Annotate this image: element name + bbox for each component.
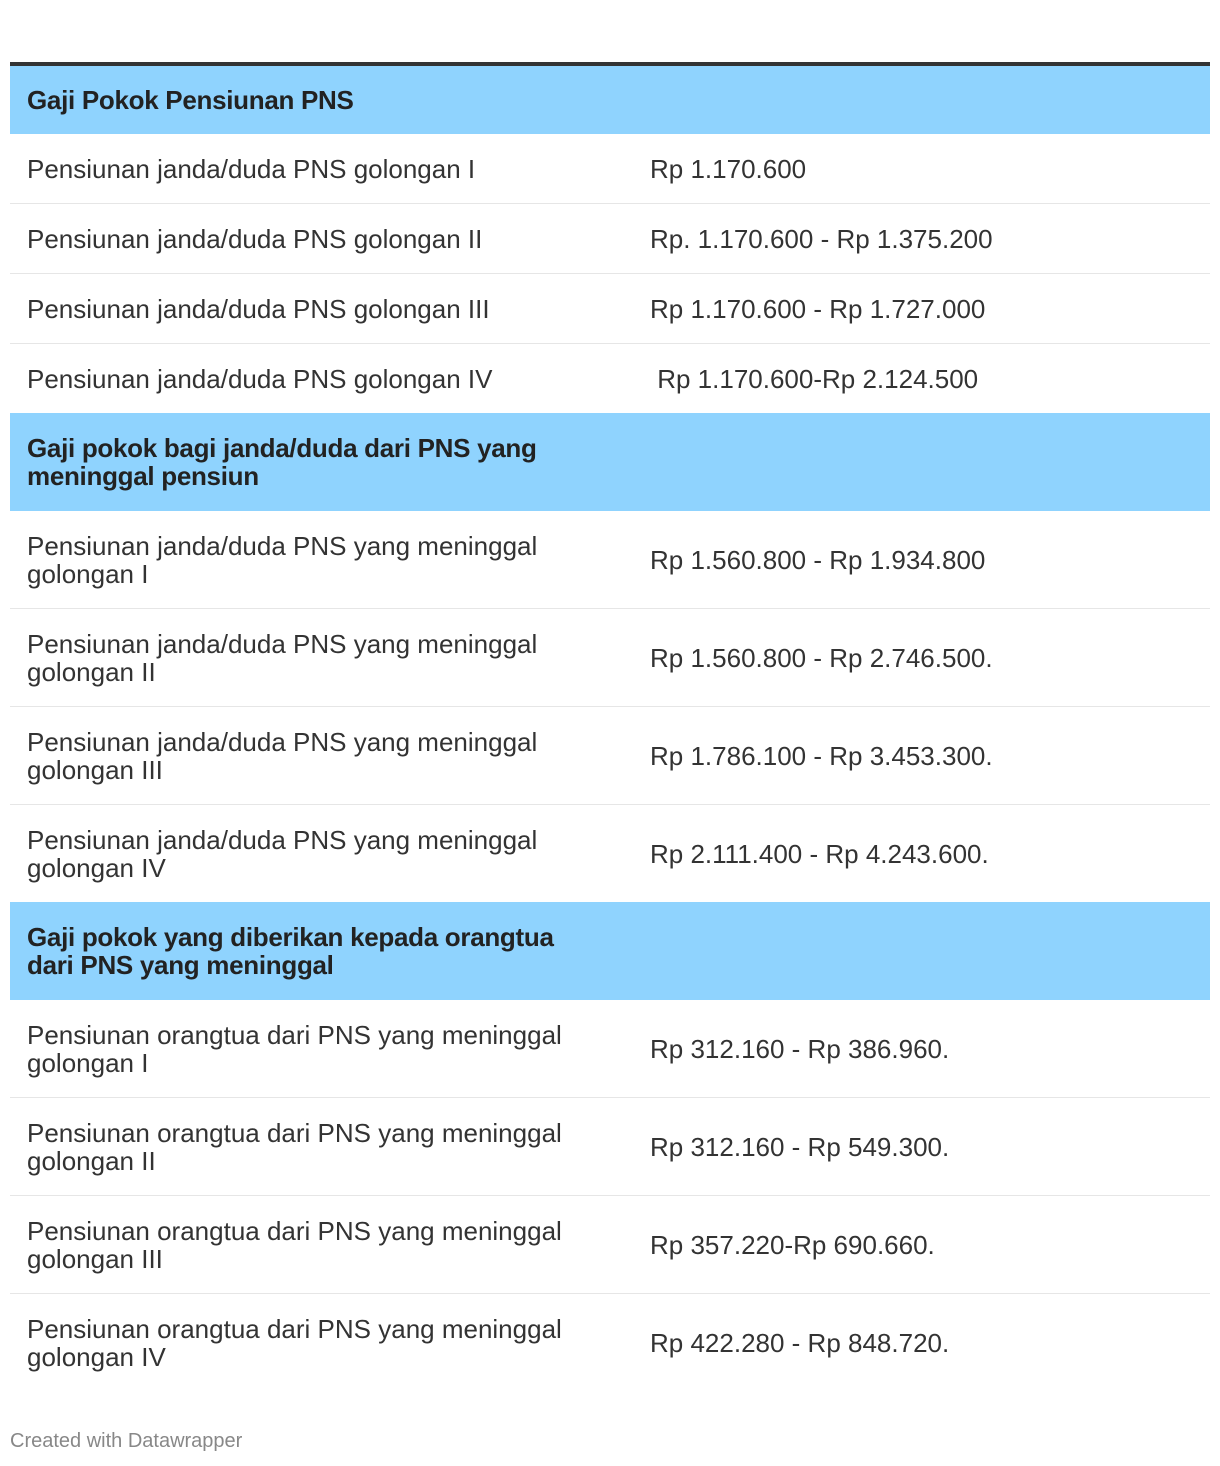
row-label: Pensiunan janda/duda PNS yang meninggal golongan I [10,511,633,609]
row-value: Rp 422.280 - Rp 848.720. [650,1327,950,1358]
section-title: Gaji pokok bagi janda/duda dari PNS yang meninggal pensiun [10,413,633,511]
row-label: Pensiunan orangtua dari PNS yang meninggal golongan II [10,1098,633,1196]
row-value: Rp 312.160 - Rp 386.960. [633,1000,1210,1098]
row-value: Rp 1.170.600 [633,134,1210,204]
row-value: Rp. 1.170.600 - Rp 1.375.200 [633,204,1210,274]
table-row [10,1294,1210,1392]
table-row [10,1196,1210,1294]
datawrapper-credit[interactable]: Created with Datawrapper [10,1430,243,1452]
table-row [10,1000,1210,1098]
table-row [10,344,1210,414]
row-value: Rp 357.220-Rp 690.660. [633,1196,1210,1294]
section-title: Gaji pokok yang diberikan kepada orangtua dari PNS yang meninggal [10,902,633,1000]
row-value: Rp 312.160 - Rp 549.300. [633,1098,1210,1196]
row-value: Rp 1.170.600 - Rp 1.727.000 [633,274,1210,344]
row-value: Rp 1.560.800 - Rp 1.934.800 [633,511,1210,609]
pension-salary-table [10,62,1210,1391]
table-row [10,204,1210,274]
section-header-empty-cell [633,902,1210,1000]
table-row [10,134,1210,204]
row-label: Pensiunan janda/duda PNS golongan IV [27,363,493,394]
row-value: Rp 1.786.100 - Rp 3.453.300. [633,707,1210,805]
row-label: Pensiunan orangtua dari PNS yang meninggal golongan III [10,1196,633,1294]
section-header-row [10,66,1210,134]
table-row [10,511,1210,609]
row-value: Rp 1.560.800 - Rp 2.746.500. [633,609,1210,707]
row-label: Pensiunan janda/duda PNS yang meninggal golongan IV [27,824,538,883]
section-title: Gaji Pokok Pensiunan PNS [10,66,633,134]
table-row [10,1098,1210,1196]
section-header-empty-cell [633,66,1210,134]
section-header-row [10,902,1210,1000]
table-row [10,805,1210,903]
table-row [10,274,1210,344]
row-label: Pensiunan janda/duda PNS golongan III [10,274,633,344]
table-row [10,707,1210,805]
row-label: Pensiunan orangtua dari PNS yang meninggal golongan I [10,1000,633,1098]
row-label: Pensiunan orangtua dari PNS yang meninggal golongan IV [27,1313,562,1372]
row-label: Pensiunan janda/duda PNS yang meninggal golongan II [10,609,633,707]
row-label: Pensiunan janda/duda PNS yang meninggal golongan III [10,707,633,805]
data-table [10,66,1210,1391]
section-header-row [10,413,1210,511]
row-label: Pensiunan janda/duda PNS golongan II [10,204,633,274]
table-row [10,609,1210,707]
row-value: Rp 2.111.400 - Rp 4.243.600. [650,838,989,869]
row-value: Rp 1.170.600-Rp 2.124.500 [650,363,979,394]
section-header-empty-cell [633,413,1210,511]
row-label: Pensiunan janda/duda PNS golongan I [10,134,633,204]
